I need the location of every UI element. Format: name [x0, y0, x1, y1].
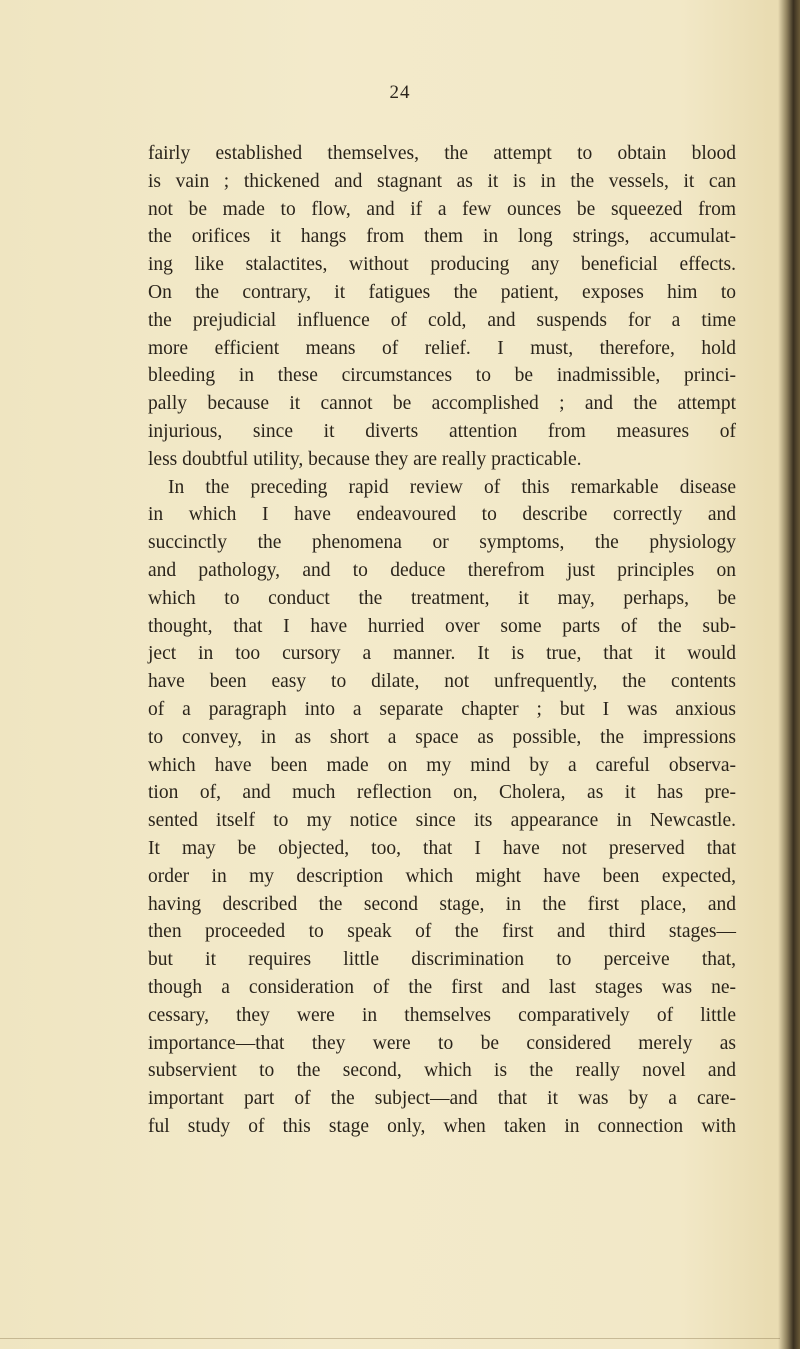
- text-line: subservient to the second, which is the really novel and: [148, 1060, 736, 1082]
- text-line: fairly established themselves, the attempt to obtain blood: [148, 143, 736, 164]
- text-line: It may be objected, too, that I have not preserved that: [148, 837, 736, 859]
- text-line: not be made to flow, and if a few ounces be squeezed from: [148, 198, 736, 220]
- text-line: pally because it cannot be accomplished ; and the attempt: [148, 393, 736, 415]
- text-line: thought, that I have hurried over some parts of the sub-: [148, 615, 736, 637]
- text-line: then proceeded to speak of the first and third stages—: [148, 921, 736, 943]
- book-spine-edge: [778, 0, 800, 1349]
- body-text: [148, 140, 736, 1141]
- text-line: sented itself to my notice since its appearance in Newcastle.: [148, 810, 736, 832]
- text-line: succinctly the phenomena or symptoms, the physiology: [148, 532, 736, 554]
- text-line: ject in too cursory a manner. It is true, that it would: [148, 643, 736, 665]
- text-line: having described the second stage, in the first place, and: [148, 893, 736, 915]
- text-line: tion of, and much reflection on, Cholera, as it has pre-: [148, 782, 736, 804]
- text-line: In the preceding rapid review of this remarkable disease: [168, 476, 736, 498]
- text-line: bleeding in these circumstances to be inadmissible, princi-: [148, 365, 736, 387]
- text-line: but it requires little discrimination to perceive that,: [148, 949, 736, 971]
- text-line: On the contrary, it fatigues the patient, exposes him to: [148, 281, 736, 303]
- text-line: of a paragraph into a separate chapter ; but I was anxious: [148, 698, 736, 720]
- text-line: and pathology, and to deduce therefrom just principles on: [148, 559, 736, 581]
- text-line: which to conduct the treatment, it may, perhaps, be: [148, 587, 736, 609]
- text-line: have been easy to dilate, not unfrequently, the contents: [148, 671, 736, 693]
- text-line: which have been made on my mind by a careful observa-: [148, 754, 736, 776]
- text-line: is vain ; thickened and stagnant as it is in the vessels, it can: [148, 170, 736, 192]
- text-line: importance—that they were to be considered merely as: [148, 1032, 736, 1054]
- text-line: more efficient means of relief. I must, therefore, hold: [148, 337, 736, 359]
- text-line: cessary, they were in themselves comparatively of little: [148, 1004, 736, 1026]
- page-number: 24: [389, 82, 411, 103]
- text-line: ing like stalactites, without producing any beneficial effects.: [148, 254, 736, 276]
- text-line: in which I have endeavoured to describe correctly and: [148, 504, 736, 526]
- text-line: ful study of this stage only, when taken in connection with: [148, 1115, 736, 1137]
- text-line: to convey, in as short a space as possible, the impressions: [148, 726, 736, 748]
- text-line: though a consideration of the first and last stages was ne-: [148, 976, 736, 998]
- text-line: the prejudicial influence of cold, and suspends for a time: [148, 309, 736, 331]
- text-line: order in my description which might have been expected,: [148, 865, 736, 887]
- page-bottom-rule: [0, 1338, 780, 1339]
- text-line: the orifices it hangs from them in long strings, accumulat-: [148, 226, 736, 248]
- text-line: injurious, since it diverts attention from measures of: [148, 420, 736, 442]
- text-line: less doubtful utility, because they are really practicable.: [148, 448, 582, 470]
- text-line: important part of the subject—and that it was by a care-: [148, 1088, 736, 1110]
